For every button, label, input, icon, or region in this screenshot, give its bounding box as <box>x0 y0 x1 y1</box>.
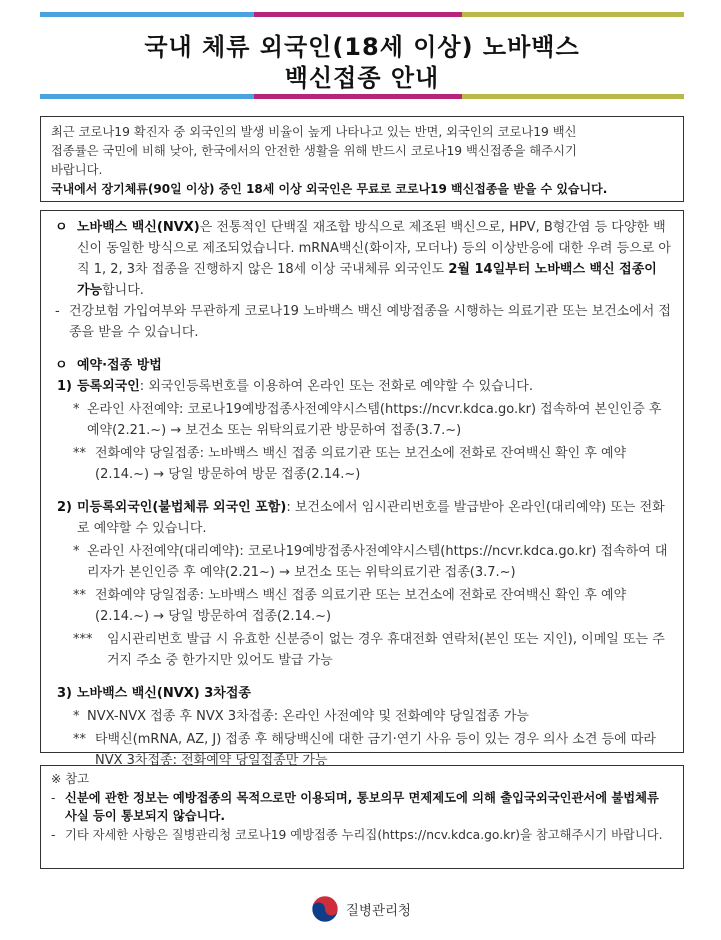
reference-info: 기타 자세한 사항은 질병관리청 코로나19 예방접종 누리집(https://ncv.kdca.go.kr)을 참고해주시기 바랍니다. <box>65 827 663 842</box>
nvx-dash-item <box>55 301 671 343</box>
reference-item <box>51 826 673 845</box>
registered-online <box>55 399 671 441</box>
reference-box <box>40 765 684 869</box>
booster-other-text: 타백신(mRNA, AZ, J) 접종 후 해당백신에 대한 금기·연기 사유 등이 있는 경우 의사 소견 등에 따라 NVX 3차접종: 전화예약 당일접종만 가능 <box>95 732 656 768</box>
nvx-desc-end: 합니다. <box>102 283 144 298</box>
org-name: 질병관리청 <box>345 903 412 919</box>
page-title: 국내 체류 외국인(18세 이상) 노바백스 <box>144 33 580 61</box>
booster-section <box>55 683 671 704</box>
unregistered-desc: : 보건소에서 임시관리번호를 발급받아 온라인(대리예약) 또는 전화로 예약할 수 있습니다. <box>77 500 665 536</box>
nvx-section <box>55 217 671 301</box>
note-marker: * <box>73 709 80 724</box>
intro-text-line: 접종률은 국민에 비해 낮아, 한국에서의 안전한 생활을 위해 반드시 코로나19 백신접종을 해주시기 <box>51 144 577 158</box>
note-marker: * <box>73 402 80 417</box>
unregistered-online-text: 온라인 사전예약(대리예약): 코로나19예방접종사전예약시스템(https://ncvr.kdca.go.kr) 접속하여 대리자가 본인인증 후 예약(2.21~) → 보건소 또는 위탁의료기관 접종(3.7.~) <box>87 544 668 580</box>
note-marker: * <box>73 544 80 559</box>
nvx-date: 2월 14일부터 노바백스 백신 접종이 가능 <box>77 262 657 298</box>
taegeuk-icon <box>310 894 340 924</box>
intro-text-line: 바랍니다. <box>51 163 103 177</box>
bullet-marker: ㅇ <box>55 220 68 235</box>
reference-privacy: 신분에 관한 정보는 예방접종의 목적으로만 이용되며, 통보의무 면제제도에 의해 출입국외국인관서에 불법체류 사실 등이 통보되지 않습니다. <box>65 790 659 823</box>
header-bar-olive <box>462 12 684 17</box>
registered-online-text: 온라인 사전예약: 코로나19예방접종사전예약시스템(https://ncvr.kdca.go.kr) 접속하여 본인인증 후 예약(2.21.~) → 보건소 또는 위탁의료기관 방문하여 접종(3.7.~) <box>87 402 662 438</box>
unregistered-title: 미등록외국인(불법체류 외국인 포함) <box>77 500 287 515</box>
section-number: 1) <box>57 379 72 394</box>
unregistered-phone <box>55 585 671 627</box>
note-marker: ** <box>73 588 86 603</box>
registered-phone-text: 전화예약 당일접종: 노바백스 백신 접종 의료기관 또는 보건소에 전화로 잔여백신 확인 후 예약(2.14.~) → 당일 방문하여 방문 접종(2.14.~) <box>95 446 627 482</box>
registered-desc: : 외국인등록번호를 이용하여 온라인 또는 전화로 예약할 수 있습니다. <box>139 379 533 394</box>
nvx-desc: 은 전통적인 단백질 재조합 방식으로 제조된 백신으로, HPV, B형간염 등 다양한 백신이 동일한 방식으로 제조되었습니다. mRNA백신(화이자, 모더나) 등의 이상반응에 대한 우려 등으로 아직 1, 2, 3차 접종을 진행하지 않은 18세 이상 국내체류 외국인도 <box>77 220 671 277</box>
title-underline-blue <box>40 94 254 99</box>
main-content-box <box>40 210 684 768</box>
header-bar-pink <box>254 12 462 17</box>
booster-title: 노바백스 백신(NVX) 3차접종 <box>77 686 251 701</box>
section-number: 3) <box>57 686 72 701</box>
registered-phone <box>55 443 671 485</box>
title-underline-olive <box>462 94 684 99</box>
method-header <box>55 355 671 376</box>
method-title: 예약·접종 방법 <box>77 358 162 373</box>
unregistered-section <box>55 497 671 539</box>
dash-marker: - <box>51 790 56 805</box>
booster-nvx-text: NVX-NVX 접종 후 NVX 3차접종: 온라인 사전예약 및 전화예약 당일접종 가능 <box>87 709 529 724</box>
dash-marker: - <box>51 827 56 842</box>
title-underline-pink <box>254 94 462 99</box>
registered-title: 등록외국인 <box>77 379 140 394</box>
intro-highlight: 국내에서 장기체류(90일 이상) 중인 18세 이상 외국인은 무료로 코로나19 백신접종을 받을 수 있습니다. <box>51 182 608 196</box>
intro-text-line: 최근 코로나19 확진자 중 외국인의 발생 비율이 높게 나타나고 있는 반면, 외국인의 코로나19 백신 <box>51 125 577 139</box>
nvx-dash-text: 건강보험 가입여부와 무관하게 코로나19 노바백스 백신 예방접종을 시행하는 의료기관 또는 보건소에서 접종을 받을 수 있습니다. <box>69 304 671 340</box>
intro-box <box>40 116 684 202</box>
unregistered-id-text: 임시관리번호 발급 시 유효한 신분증이 없는 경우 휴대전화 연락처(본인 또는 지인), 이메일 또는 주거지 주소 중 한가지만 있어도 발급 가능 <box>107 632 665 668</box>
unregistered-online <box>55 541 671 583</box>
note-marker: ** <box>73 732 86 747</box>
note-marker: *** <box>73 632 93 647</box>
header-bar-blue <box>40 12 254 17</box>
registered-section <box>55 376 671 397</box>
page-subtitle: 백신접종 안내 <box>284 64 440 92</box>
unregistered-phone-text: 전화예약 당일접종: 노바백스 백신 접종 의료기관 또는 보건소에 전화로 잔여백신 확인 후 예약(2.14.~) → 당일 방문하여 접종(2.14.~) <box>95 588 627 624</box>
reference-header: ※ 참고 <box>51 772 89 786</box>
dash-marker: - <box>55 304 60 319</box>
unregistered-id-note <box>55 629 671 671</box>
note-marker: ** <box>73 446 86 461</box>
footer-logo <box>0 894 721 924</box>
bullet-marker: ㅇ <box>55 358 68 373</box>
reference-item <box>51 789 673 826</box>
nvx-lead: 노바백스 백신(NVX) <box>77 220 200 235</box>
booster-nvx <box>55 706 671 727</box>
section-number: 2) <box>57 500 72 515</box>
